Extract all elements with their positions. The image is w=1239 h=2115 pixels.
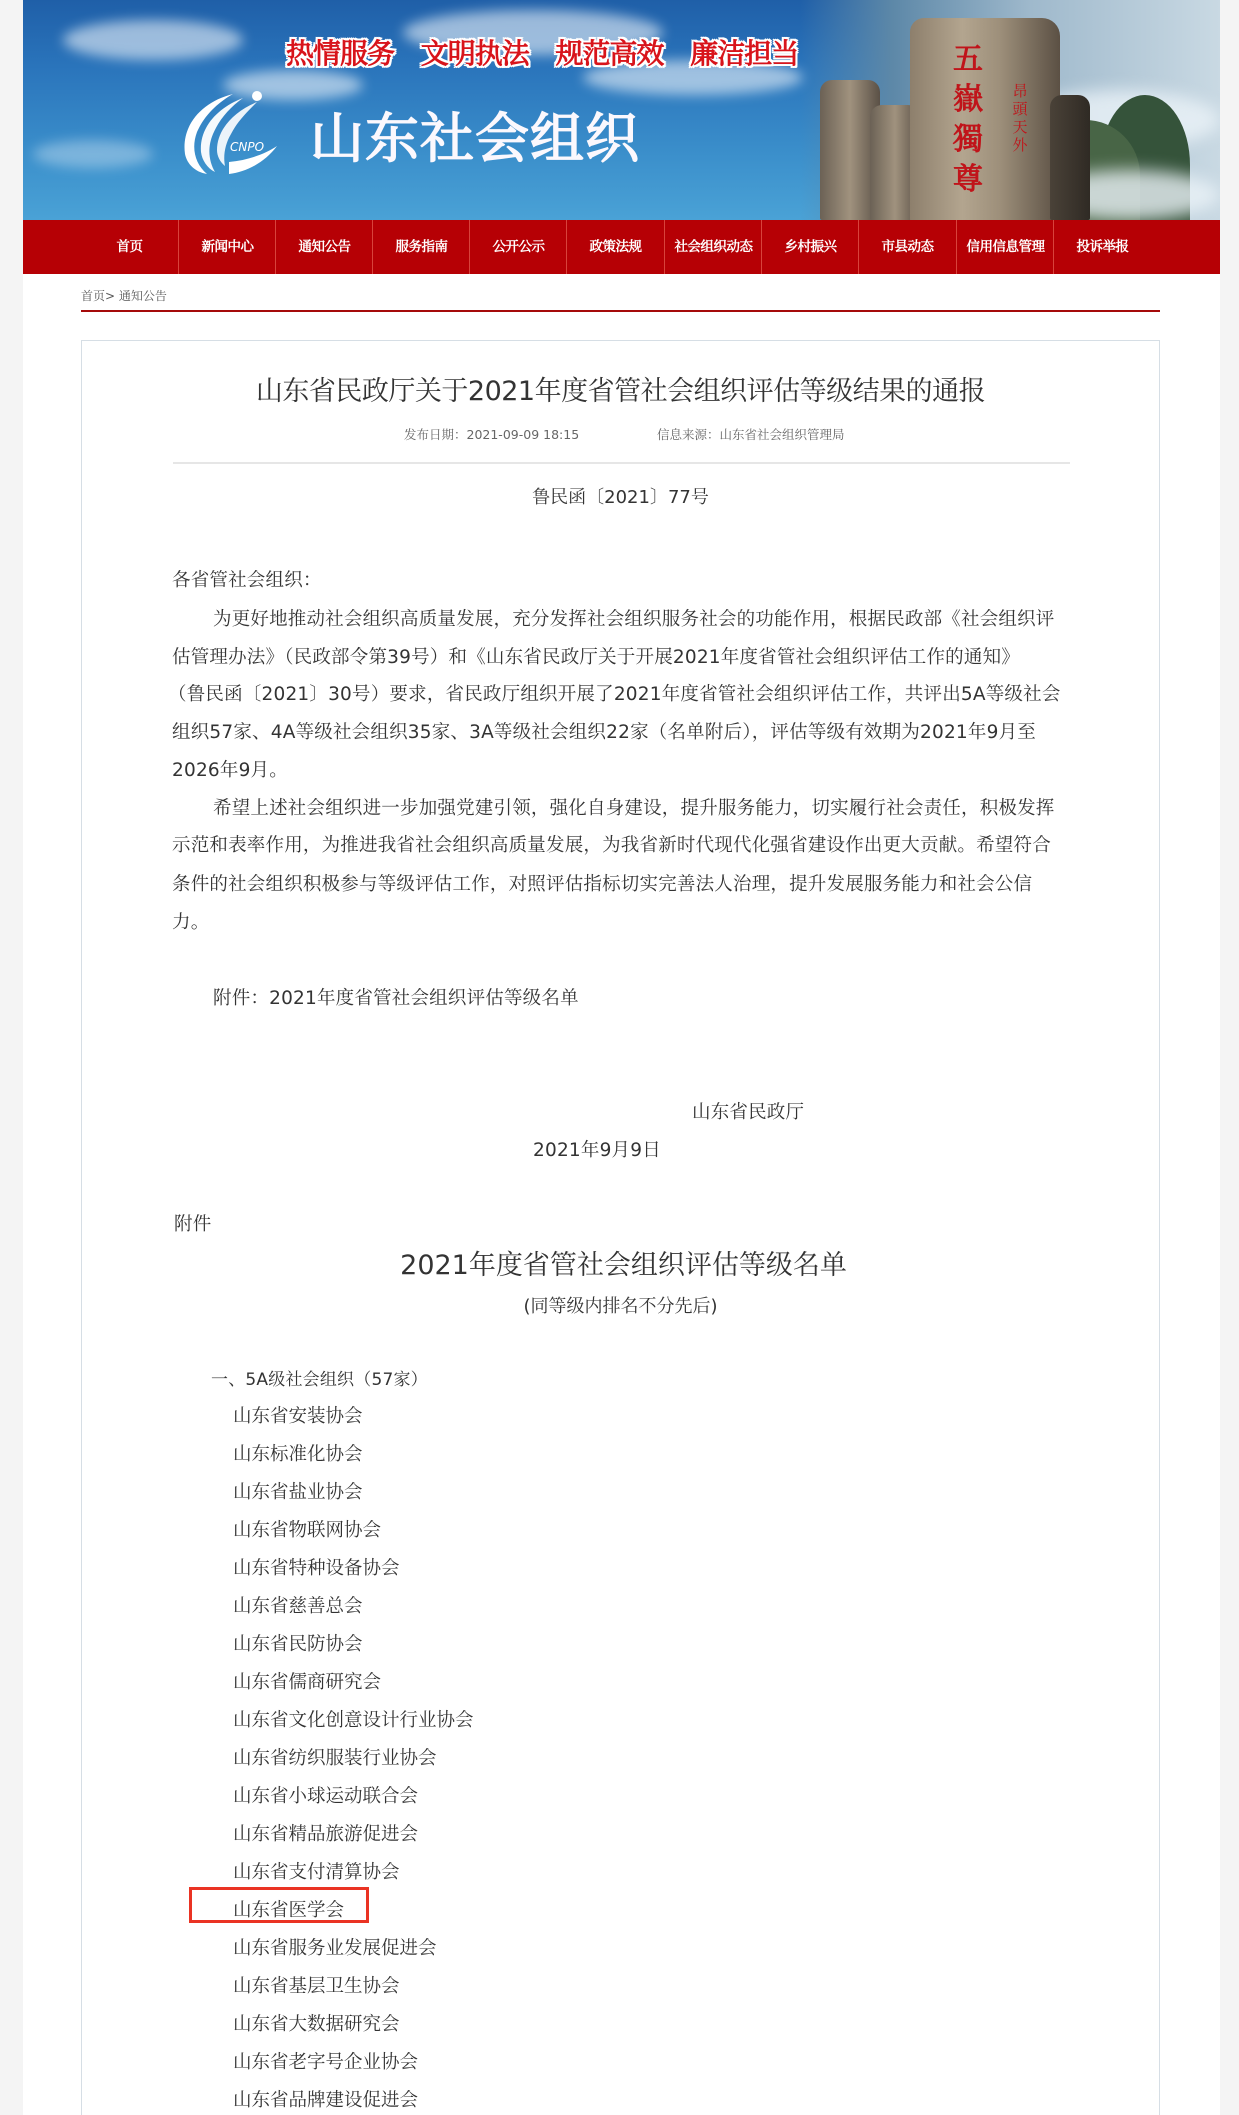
nav-item-public-disclosure[interactable]: 公开公示 (469, 220, 567, 274)
cloud-decoration (33, 140, 153, 168)
org-list-item: 山东省儒商研究会 (233, 1672, 382, 1693)
nav-item-org-news[interactable]: 社会组织动态 (664, 220, 762, 274)
list-title: 2021年度省管社会组织评估等级名单 (400, 1250, 847, 1281)
section-heading-5a: 一、5A级社会组织（57家） (211, 1370, 428, 1390)
attachment-label: 附件 (174, 1214, 212, 1235)
nav-item-credit-info[interactable]: 信用信息管理 (956, 220, 1054, 274)
org-list-item: 山东省精品旅游促进会 (233, 1824, 419, 1845)
breadcrumb-current-link[interactable]: 通知公告 (118, 289, 167, 303)
banner-slogan (286, 32, 816, 72)
org-list-item: 山东省特种设备协会 (233, 1558, 400, 1579)
org-list-item: 山东省支付清算协会 (233, 1862, 400, 1883)
rock-decoration (1050, 95, 1090, 220)
logo-text: CNPO (230, 140, 265, 154)
slogan-phrase: 廉洁担当 (690, 37, 799, 70)
paragraph-1-line: 为更好地推动社会组织高质量发展，充分发挥社会组织服务社会的功能作用，根据民政部《社会组织评 (213, 609, 1055, 630)
nav-item-service-guide[interactable]: 服务指南 (372, 220, 470, 274)
nav-item-rural-revitalization[interactable]: 乡村振兴 (761, 220, 859, 274)
org-list-item: 山东省安装协会 (233, 1406, 363, 1427)
site-title[interactable]: 山东社会组织 (310, 107, 640, 170)
nav-item-news[interactable]: 新闻中心 (178, 220, 276, 274)
site-banner (23, 0, 1220, 220)
breadcrumb-separator: > (105, 289, 116, 303)
article-container (81, 340, 1160, 2115)
org-list-item: 山东省慈善总会 (233, 1596, 363, 1617)
article-title: 山东省民政厅关于2021年度省管社会组织评估等级结果的通报 (255, 376, 986, 407)
document-number: 鲁民函〔2021〕77号 (532, 487, 709, 508)
slogan-phrase: 规范高效 (555, 37, 664, 70)
nav-item-policies[interactable]: 政策法规 (566, 220, 664, 274)
org-list-item: 山东省大数据研究会 (233, 2014, 400, 2035)
nav-item-complaints[interactable]: 投诉举报 (1053, 220, 1151, 274)
signature-org: 山东省民政厅 (692, 1102, 805, 1123)
breadcrumb (81, 287, 167, 304)
attachment-note[interactable]: 附件：2021年度省管社会组织评估等级名单 (213, 988, 579, 1009)
paragraph-2-line: 条件的社会组织积极参与等级评估工作，对照评估指标切实完善法人治理，提升发展服务能力和社会公信 (172, 874, 1033, 895)
org-list-item: 山东省老字号企业协会 (233, 2052, 419, 2073)
org-list-item: 山东标准化协会 (233, 1444, 363, 1465)
slogan-phrase: 热情服务 (286, 37, 395, 70)
nav-item-notices[interactable]: 通知公告 (275, 220, 373, 274)
org-list-item: 山东省纺织服装行业协会 (233, 1748, 437, 1769)
org-list-item: 山东省民防协会 (233, 1634, 363, 1655)
rock-inscription-small: 昂頭天外 (1012, 82, 1028, 154)
paragraph-1-line: 组织57家、4A等级社会组织35家、3A等级社会组织22家（名单附后），评估等级有效期为2021年9月至 (172, 722, 1036, 743)
slogan-phrase: 文明执法 (420, 37, 529, 70)
breadcrumb-home-link[interactable]: 首页 (81, 289, 106, 303)
org-list-item: 山东省小球运动联合会 (233, 1786, 419, 1807)
org-list-item: 山东省医学会 (233, 1900, 345, 1921)
paragraph-2-line: 希望上述社会组织进一步加强党建引领，强化自身建设，提升服务能力，切实履行社会责任，积极发挥 (213, 798, 1055, 819)
paragraph-1-line: （鲁民函〔2021〕30号）要求，省民政厅组织开展了2021年度省管社会组织评估工作，共评出5A等级社会 (168, 684, 1061, 705)
org-list-item: 山东省文化创意设计行业协会 (233, 1710, 474, 1731)
org-list-item: 山东省服务业发展促进会 (233, 1938, 437, 1959)
org-list-item: 山东省基层卫生协会 (233, 1976, 400, 1997)
page (23, 0, 1220, 2115)
publish-date: 发布日期：2021-09-09 18:15 (404, 427, 580, 442)
cnpo-logo-icon[interactable] (173, 88, 281, 174)
highlight-box (189, 1887, 369, 1923)
rock-inscription: 五嶽獨尊 (953, 42, 983, 197)
mountain-scenery-image (800, 0, 1220, 220)
paragraph-2-line: 力。 (172, 912, 210, 933)
paragraph-2-line: 示范和表率作用，为推进我省社会组织高质量发展，为我省新时代现代化强省建设作出更大贡献。希望符合 (172, 835, 1051, 856)
nav-item-city-county-news[interactable]: 市县动态 (858, 220, 956, 274)
org-list-item: 山东省盐业协会 (233, 1482, 363, 1503)
org-list-item: 山东省物联网协会 (233, 1520, 382, 1541)
title-divider (173, 462, 1070, 464)
paragraph-1-line: 估管理办法》（民政部令第39号）和《山东省民政厅关于开展2021年度省管社会组织评估工作的通知》 (172, 647, 1020, 668)
signature-date: 2021年9月9日 (533, 1140, 661, 1161)
nav-item-home[interactable]: 首页 (116, 239, 143, 255)
info-source: 信息来源：山东省社会组织管理局 (657, 427, 845, 442)
list-subtitle: (同等级内排名不分先后) (523, 1296, 718, 1317)
org-list-item: 山东省品牌建设促进会 (233, 2090, 419, 2111)
main-nav (23, 220, 1220, 274)
salutation: 各省管社会组织： (172, 570, 322, 591)
breadcrumb-underline (81, 310, 1160, 312)
cloud-decoration (63, 20, 243, 60)
paragraph-1-line: 2026年9月。 (172, 760, 288, 781)
